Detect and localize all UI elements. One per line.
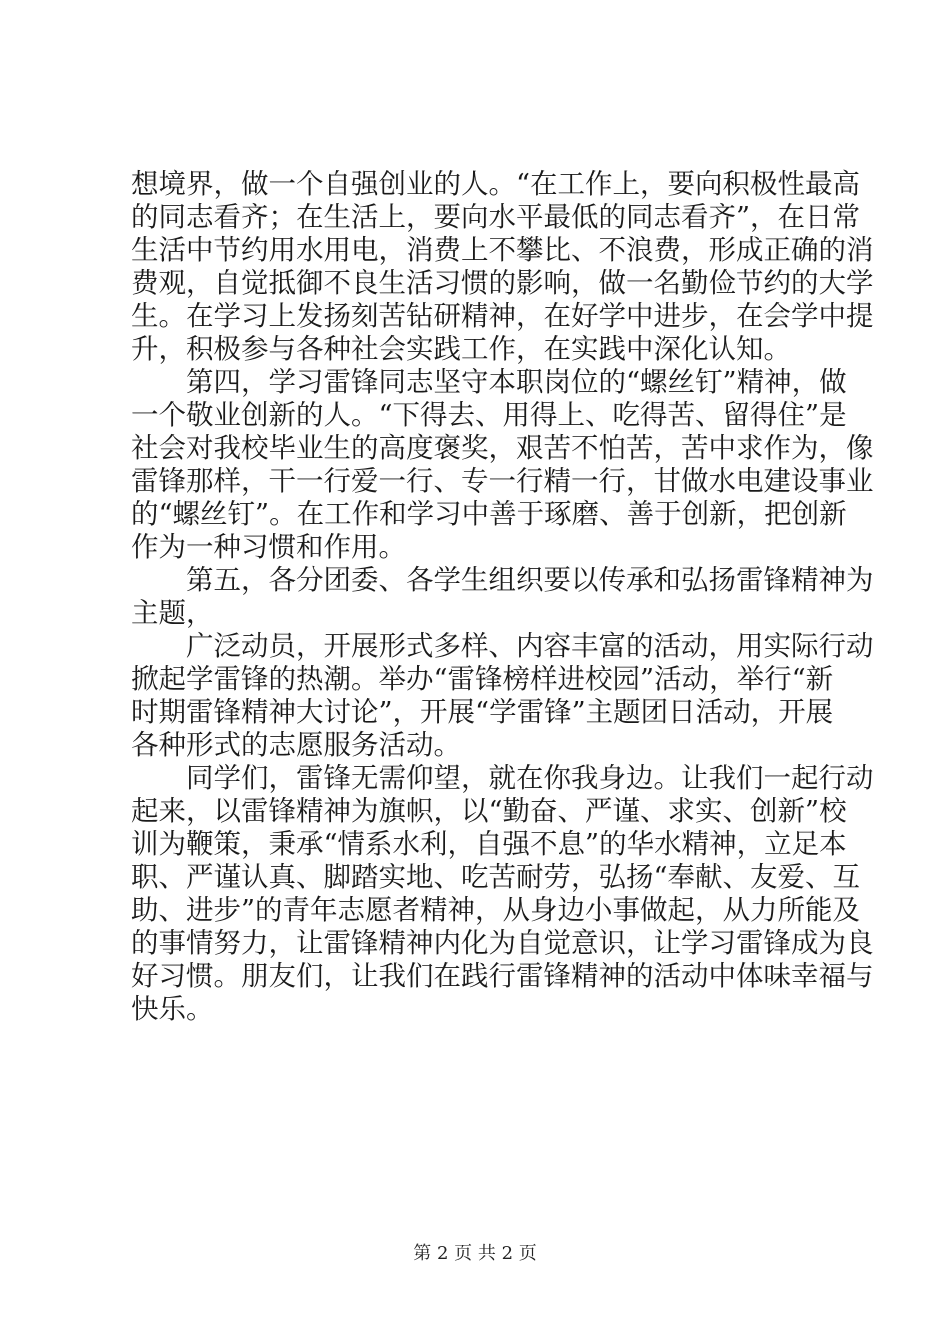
page-number-label: 第 2 页 共 2 页 xyxy=(413,1243,537,1264)
document-body xyxy=(131,168,874,1026)
text-line: 作为一种习惯和作用。 xyxy=(131,531,406,563)
paragraph-closing xyxy=(131,762,874,1026)
text-line: 同学们，雷锋无需仰望，就在你我身边。让我们一起行动 xyxy=(186,762,874,794)
text-line: 快乐。 xyxy=(131,993,214,1025)
text-line: 一个敬业创新的人。“下得去、用得上、吃得苦、留得住”是 xyxy=(131,399,847,431)
text-line: 生。在学习上发扬刻苦钻研精神，在好学中进步，在会学中提 xyxy=(131,300,874,332)
text-line: 起来，以雷锋精神为旗帜，以“勤奋、严谨、求实、创新”校 xyxy=(131,795,847,827)
text-line: 的事情努力，让雷锋精神内化为自觉意识，让学习雷锋成为良 xyxy=(131,927,874,959)
text-line: 想境界，做一个自强创业的人。“在工作上，要向积极性最高 xyxy=(131,168,861,200)
text-line: 主题， xyxy=(131,597,214,629)
text-line: 各种形式的志愿服务活动。 xyxy=(131,729,461,761)
paragraph-mobilize xyxy=(131,630,874,762)
text-line: 第四，学习雷锋同志坚守本职岗位的“螺丝钉”精神，做 xyxy=(186,366,847,398)
text-line: 雷锋那样，干一行爱一行、专一行精一行，甘做水电建设事业 xyxy=(131,465,874,497)
text-line: 掀起学雷锋的热潮。举办“雷锋榜样进校园”活动，举行“新 xyxy=(131,663,834,695)
paragraph-fourth xyxy=(131,366,874,564)
text-line: 第五，各分团委、各学生组织要以传承和弘扬雷锋精神为 xyxy=(186,564,874,596)
text-line: 广泛动员，开展形式多样、内容丰富的活动，用实际行动 xyxy=(186,630,874,662)
text-line: 职、严谨认真、脚踏实地、吃苦耐劳，弘扬“奉献、友爱、互 xyxy=(131,861,861,893)
text-line: 生活中节约用水用电，消费上不攀比、不浪费，形成正确的消 xyxy=(131,234,874,266)
text-line: 的“螺丝钉”。在工作和学习中善于琢磨、善于创新，把创新 xyxy=(131,498,847,530)
paragraph-fifth xyxy=(131,564,874,630)
text-line: 好习惯。朋友们，让我们在践行雷锋精神的活动中体味幸福与 xyxy=(131,960,874,992)
page-footer xyxy=(0,1243,950,1265)
text-line: 升，积极参与各种社会实践工作，在实践中深化认知。 xyxy=(131,333,791,365)
paragraph-continued xyxy=(131,168,874,366)
text-line: 训为鞭策，秉承“情系水利，自强不息”的华水精神，立足本 xyxy=(131,828,847,860)
text-line: 助、进步”的青年志愿者精神，从身边小事做起，从力所能及 xyxy=(131,894,861,926)
text-line: 社会对我校毕业生的高度褒奖，艰苦不怕苦，苦中求作为，像 xyxy=(131,432,874,464)
text-line: 费观，自觉抵御不良生活习惯的影响，做一名勤俭节约的大学 xyxy=(131,267,874,299)
text-line: 时期雷锋精神大讨论”，开展“学雷锋”主题团日活动，开展 xyxy=(131,696,834,728)
text-line: 的同志看齐；在生活上，要向水平最低的同志看齐”，在日常 xyxy=(131,201,861,233)
